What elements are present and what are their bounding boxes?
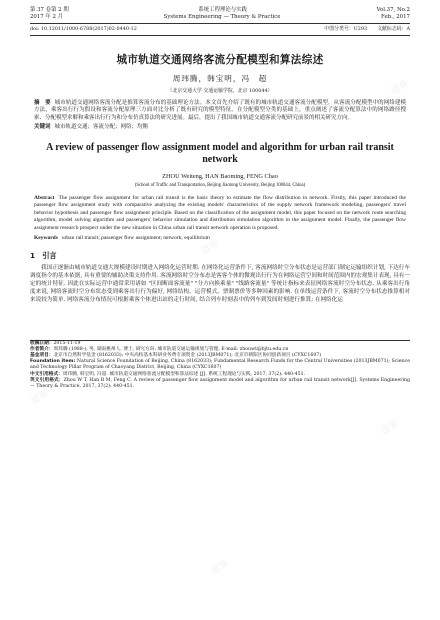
keywords-en	[30, 235, 410, 242]
volume-en: Vol.37, No.2	[376, 7, 410, 13]
watermark: 道客	[209, 558, 231, 577]
footnote-citation-cn: 中文引用格式：周玮腾, 韩宝明, 冯超. 城市轨道交通网络客流分配模型和算法综述 [J]. 系统工程理论与实践, 2017, 37(2): 440-451.	[30, 371, 306, 377]
meta-rule	[30, 35, 410, 36]
abstract-cn	[30, 100, 410, 123]
running-header-bottom	[30, 14, 410, 21]
footnote-funding-cn: 基金项目：北京市自然科学基金 (8162033); 中央高校基本科研业务费专项资金 (2013JBM071); 北京市朝阳区协同创新项目 (CYXC1607)	[30, 352, 322, 358]
keywords-en-text: urban rail transit; passenger flow assignment; network; equilibrium	[61, 235, 210, 242]
clc-number: 中图分类号：U293	[324, 26, 368, 32]
affiliation-cn: （北京交通大学 交通运输学院，北京 100044）	[167, 87, 273, 94]
watermark: 道客	[29, 388, 51, 407]
section-1-heading: 1 引言	[30, 250, 57, 260]
authors-cn: 周玮腾，韩宝明，冯 超	[172, 73, 268, 83]
footnote-received: 收稿日期：2015-11-19	[30, 340, 81, 346]
watermark: 道客	[379, 418, 401, 437]
date-cn: 2017 年 2 月	[30, 14, 64, 20]
footnote-citation-en: 英文引用格式：Zhou W T, Han B M, Feng C. A review of passenger flow assignment model and algorithm for urban rail transit network[J]. Systems Engineering — Theory & Practice, 2017, 37(2): 440-451.	[30, 377, 410, 389]
authors-en: ZHOU Weiteng, HAN Baoming, FENG Chao	[162, 173, 278, 181]
footnotes	[30, 340, 410, 391]
keywords-cn-label: 关键词	[34, 124, 51, 131]
abstract-en	[30, 195, 410, 232]
article-meta	[30, 26, 410, 33]
affiliation-en: (School of Traffic and Transportation, Beijing Jiaotong University, Beijing 100044, China)	[134, 183, 306, 189]
abstract-cn-text: 城市轨道交通网络客流分配是推算客流分布的基础理论方法。本文首先介绍了既有的城市轨道交通客流分配模型，从客流分配模型中的网络建模方法，乘客出行行为假设和客流分配原理三方面对比分析了既有研究的模型特征。在分配模型分类的基础上，重点阐述了客流分配算法中的网络路径搜索、分配模型求解和乘客出行行为和分布仿真算法的研究进展。最后，提出了我国城市轨道交通客流分配研究前景的相关研究方向。	[34, 99, 406, 121]
date-en: Feb., 2017	[381, 14, 410, 20]
section-1-body: 我国正逐渐由城市轨道交通大规模建设时期进入网络化运营时期. 在网络化运营条件下, 客流网络时空分布状态是运营部门制定运输组织计划, 下达行车调度指令的基本依据, 具有重要的辅助决策支持作用. 客流网络时空分布态是客客个体的微观出行行为在网络运营空间和时间范围内的宏观集计表现, 具有一定的统计特征. 因此在实际运营中通常采用诸如 "区间断面客流量" "分方向换乘量" "线路客流量" 等统计指标来表征网络客流时空分布状态. 从乘客出行角度来说, 网络客流时空分布状态受到乘客出行行为偏好, 网络结构、运营模式、票制票价等多种因素的影响. 在单线运营条件下, 客流时空分布状态推算相对来说较为简单. 网络客流分布情况可根据乘客个体进出站的走行时间, 结合列车时刻表中的列车到发间时刻进行推算; 在网络化运	[30, 264, 410, 304]
footnote-author-bio: 作者简介：周玮腾 (1988-), 男, 湖南桃州人, 博士, 研究方向: 城市轨道交通运输规划与管理, E-mail: zhouwt@bjtu.edu.cn	[30, 346, 289, 352]
watermark: 道客	[389, 78, 411, 97]
title-cn: 城市轨道交通网络客流分配模型和算法综述	[116, 53, 324, 66]
keywords-en-label: Keywords	[34, 235, 58, 242]
footnote-funding-en: Foundation item: Natural Science Foundation of Beijing, China (8162033); Fundamental Research Funds for the Central Universities (2013JBM071); Science and Technology Pillar Program of Chaoyang District, Beijing, China (CYXC1607)	[30, 359, 410, 371]
keywords-cn	[30, 124, 410, 132]
title-en: A review of passenger flow assignment model and algorithm for urban rail transit network	[46, 142, 394, 165]
keywords-cn-text: 城市轨道交通；客流分配；网络；均衡	[54, 124, 149, 131]
journal-name-en: Systems Engineering — Theory & Practice	[163, 14, 281, 20]
abstract-en-text: The passenger flow assignment for urban rail transit is the basic theory to estimate the flow distribution in network. Firstly, this paper introduced the passenger flow assignment study with comparative analyzing the existing models' characteristics of the supply network framework modeling, passengers' travel behavior hypothesis and passenger flow assignment principle. Based on the classification of the assignment model, this paper focused on the network route searching algorithm, model solving algorithm and passengers' behavior simulation and distribution simulation algorithm in the assignment model. Finally, the passenger flow assignment research prospect under the new situation in China urban rail transit network operation is proposed.	[34, 195, 406, 231]
journal-name-cn: 系统工程理论与实践	[198, 7, 247, 13]
doi: doi: 10.12011/1000-6788(2017)02-0440-12	[30, 26, 137, 32]
watermark: 道客	[199, 238, 221, 257]
document-code: 文献标志码：A	[377, 26, 410, 32]
abstract-en-label: Abstract	[34, 195, 55, 202]
abstract-cn-label: 摘 要	[34, 99, 51, 106]
running-header-top	[30, 7, 410, 14]
header-rule	[30, 23, 410, 24]
issue-cn: 第 37 卷第 2 期	[30, 7, 69, 13]
